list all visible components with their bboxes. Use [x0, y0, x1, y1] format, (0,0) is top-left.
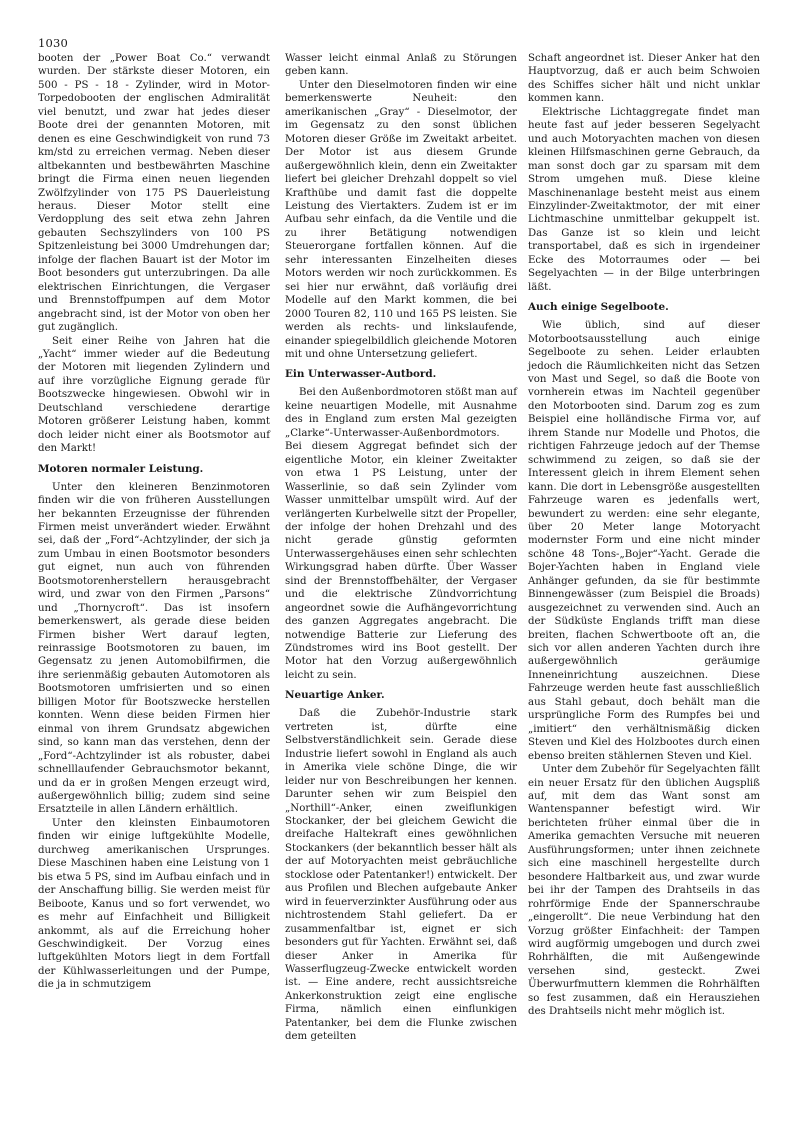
- paragraph: Unter den kleineren Benzinmotoren finden wir die von früheren Ausstellungen her bekannten Erzeugnisse der führenden Firmen meist unverändert wieder. Erwähnt sei, daß der „Ford“-Achtzylinder, der sich ja zum Umbau in einen Bootsmotor besonders gut eignet, nun auch von führenden Bootsmotorenherstellern herausgebracht wird, und zwar von den Firmen „Parsons“ und „Thornycroft“. Das ist insofern bemerkenswert, als gerade diese beiden Firmen bisher Wert darauf legten, reinrassige Bootsmotoren zu bauen, im Gegensatz zu jenen Automobilfirmen, die ihre serienmäßig gebauten Automotoren als Bootsmotoren umfrisierten und so einen billigen Motor für Bootszwecke herstellen konnten. Wenn diese beiden Firmen hier einmal von ihrem Grundsatz abgewichen sind, so kann man das verstehen, denn der „Ford“-Achtzylinder ist als robuster, dabei schnelllaufender Gebrauchsmotor bekannt, und da er in großen Mengen erzeugt wird, außergewöhnlich billig; zudem sind seine Ersatzteile in allen Ländern erhältlich.: [38, 481, 270, 816]
- paragraph: Wasser leicht einmal Anlaß zu Störungen geben kann.: [285, 53, 517, 78]
- text-column-1: [38, 52, 270, 992]
- section-heading: Motoren normaler Leistung.: [38, 462, 204, 475]
- paragraph: Wie üblich, sind auf dieser Motorbootsausstellung auch einige Segelboote zu sehen. Leider erlaubten jedoch die Räumlichkeiten nicht das Setzen von Mast und Segel, so daß die Boote von vornherein etwas im Nachteil gegenüber den Motorbooten sind. Darum zog es zum Beispiel eine holländische Firma vor, auf ihrem Stande nur Modelle und Photos, die richtigen Fahrzeuge jedoch auf der Themse schwimmend zu zeigen, so daß sie der Interessent gleich in ihrem Element sehen kann. Die dort in Lebensgröße ausgestellten Fahrzeuge waren es jedenfalls wert, bewundert zu werden: eine sehr elegante, über 20 Meter lange Motoryacht modernster Form und eine nicht minder schöne 48 Tons-„Bojer“-Yacht. Gerade die Bojer-Yachten haben in England viele Anhänger gefunden, da sie für bestimmte Binnengewässer (zum Beispiel die Broads) ausgezeichnet zu verwenden sind. Auch an der Südküste Englands trifft man diese breiten, flachen Schwertboote oft an, die sich vor allen anderen Yachten durch ihre außergewöhnlich geräumige Inneneinrichtung auszeichnen. Diese Fahrzeuge werden heute fast ausschließlich aus Stahl gebaut, doch behält man die ursprüngliche Form des Rumpfes bei und „imitiert“ den verhältnismäßig dicken Steven und Kiel des Holzbootes durch einen ebenso breiten stählernen Steven und Kiel.: [528, 320, 760, 762]
- paragraph: booten der „Power Boat Co.“ verwandt wurden. Der stärkste dieser Motoren, ein 500 - PS - 18 - Zylinder, wird in Motor-Torpedobooten der englischen Admiralität viel benutzt, und zwar hat jedes dieser Boote drei der genannten Motoren, mit denen es eine Geschwindigkeit von rund 73 km/std zu erreichen vermag. Neben dieser altbekannten und bestbewährten Maschine bringt die Firma einen neuen liegenden Zwölfzylinder von 175 PS Dauerleistung heraus. Dieser Motor stellt eine Verdopplung des seit etwa zehn Jahren gebauten Sechszylinders von 100 PS Spitzenleistung bei 3000 Umdrehungen dar; infolge der flachen Bauart ist der Motor im Boot besonders gut unterzubringen. Da alle elektrischen Einrichtungen, die Vergaser und Brennstoffpumpen auf dem Motor angebracht sind, ist der Motor von oben her gut zugänglich.: [38, 53, 270, 334]
- paragraph: Elektrische Lichtaggregate findet man heute fast auf jeder besseren Segelyacht und auch Motoryachten machen von diesen kleinen Hilfsmaschinen gerne Gebrauch, da man sonst doch gar zu sparsam mit dem Strom umgehen muß. Diese kleine Maschinenanlage besteht meist aus einem Einzylinder-Zweitaktmotor, der mit einer Lichtmaschine unmittelbar gekuppelt ist. Das Ganze ist so klein und leicht transportabel, daß es sich in irgendeiner Ecke des Motorraumes oder — bei Segelyachten — in der Bilge unterbringen läßt.: [528, 106, 760, 293]
- section-heading: Ein Unterwasser-Autbord.: [285, 368, 437, 381]
- paragraph: Schaft angeordnet ist. Dieser Anker hat den Hauptvorzug, daß er auch beim Schwoien des Schiffes sicher hält und nicht unklar kommen kann.: [528, 53, 760, 105]
- section-heading: Auch einige Segelboote.: [528, 301, 669, 314]
- text-column-2: [285, 52, 517, 1044]
- paragraph: Unter den kleinsten Einbaumotoren finden wir einige luftgekühlte Modelle, durchweg amerikanischen Ursprunges. Diese Maschinen haben eine Leistung von 1 bis etwa 5 PS, sind im Aufbau einfach und in der Anschaffung billig. Sie werden meist für Beiboote, Kanus und so fort verwendet, wo es mehr auf Einfachheit und Billigkeit ankommt, als auf die Erreichung hoher Geschwindigkeit. Der Vorzug eines luftgekühlten Motors liegt in dem Fortfall der Kühlwasserleitungen und der Pumpe, die ja in schmutzigem: [38, 817, 270, 991]
- paragraph: Daß die Zubehör-Industrie stark vertreten ist, dürfte eine Selbstverständlichkeit sein. Gerade diese Industrie liefert sowohl in England als auch in Amerika viele schöne Dinge, die wir leider nur von Beschreibungen her kennen. Darunter sehen wir zum Beispiel den „Northill“-Anker, einen zweiflunkigen Stockanker, der bei gleichem Gewicht die dreifache Haltekraft eines gewöhnlichen Stockankers (der bekanntlich besser hält als der auf Motoryachten meist gebräuchliche stocklose oder Patentanker!) entwickelt. Der aus Profilen und Blechen aufgebaute Anker wird in feuerverzinkter Ausführung oder aus nichtrostendem Stahl geliefert. Da er zusammenfaltbar ist, eignet er sich besonders gut für Yachten. Erwähnt sei, daß dieser Anker in Amerika für Wasserflugzeug-Zwecke entwickelt worden ist. — Eine andere, recht aussichtsreiche Ankerkonstruktion zeigt eine englische Firma, nämlich einen einflunkigen Patentanker, bei dem die Flunke zwischen dem geteilten: [285, 708, 517, 1043]
- section-heading: Neuartige Anker.: [285, 689, 385, 702]
- page-number: 1030: [38, 36, 69, 50]
- text-column-3: [528, 52, 760, 1019]
- paragraph: Unter dem Zubehör für Segelyachten fällt ein neuer Ersatz für den üblichen Augspliß auf, mit dem das Want sonst am Wantenspanner befestigt wird. Wir berichteten früher einmal über die in Amerika gemachten Versuche mit neueren Ausführungsformen; unter ihnen zeichnete sich eine maschinell hergestellte durch besondere Haltbarkeit aus, und zwar wurde bei ihr der Tampen des Drahtseils in das rohrförmige Ende der Spannerschraube „eingerollt“. Die neue Verbindung hat den Vorzug größter Einfachheit: der Tampen wird augförmig umgebogen und durch zwei Rohrhälften, die mit Außengewinde versehen sind, gesteckt. Zwei Überwurfmuttern klemmen die Rohrhälften so fest zusammen, daß ein Herausziehen des Drahtseils nicht mehr möglich ist.: [528, 764, 760, 1018]
- paragraph: Seit einer Reihe von Jahren hat die „Yacht“ immer wieder auf die Bedeutung der Motoren mit liegenden Zylindern und auf ihre vorzügliche Eignung gerade für Bootszwecke hingewiesen. Obwohl wir in Deutschland verschiedene derartige Motoren größerer Leistung haben, kommt doch leider nicht einer als Bootsmotor auf den Markt!: [38, 335, 270, 455]
- paragraph: Bei den Außenbordmotoren stößt man auf keine neuartigen Modelle, mit Ausnahme des in England zum ersten Mal gezeigten „Clarke“-Unterwasser-Außenbordmotors. Bei diesem Aggregat befindet sich der eigentliche Motor, ein kleiner Zweitakter von etwa 1 PS Leistung, unter der Wasserlinie, so daß sein Zylinder vom Wasser unmittelbar umspült wird. Auf der verlängerten Kurbelwelle sitzt der Propeller, der infolge der hohen Drehzahl und des nicht gerade günstig geformten Unterwassergehäuses einen sehr schlechten Wirkungsgrad haben dürfte. Über Wasser sind der Brennstoffbehälter, der Vergaser und die elektrische Zündvorrichtung angeordnet sowie die Aufhängevorrichtung des ganzen Aggregates angebracht. Die notwendige Batterie zur Lieferung des Zündstromes wird ins Boot gestellt. Der Motor hat den Vorzug außergewöhnlich leicht zu sein.: [285, 387, 517, 681]
- paragraph: Unter den Dieselmotoren finden wir eine bemerkenswerte Neuheit: den amerikanischen „Gray“ - Dieselmotor, der im Gegensatz zu den sonst üblichen Motoren dieser Größe im Zweitakt arbeitet. Der Motor ist aus diesem Grunde außergewöhnlich klein, denn ein Zweitakter liefert bei gleicher Drehzahl doppelt so viel Krafthübe und damit fast die doppelte Leistung des Viertakters. Zudem ist er im Aufbau sehr einfach, da die Ventile und die zu ihrer Betätigung notwendigen Steuerorgane fortfallen können. Auf die sehr interessanten Einzelheiten dieses Motors werden wir noch zurückkommen. Es sei hier nur erwähnt, daß vorläufig drei Modelle auf den Markt kommen, die bei 2000 Touren 82, 110 und 165 PS leisten. Sie werden als rechts- und linkslaufende, einander spiegelbildlich gleichende Motoren mit und ohne Untersetzung geliefert.: [285, 79, 517, 360]
